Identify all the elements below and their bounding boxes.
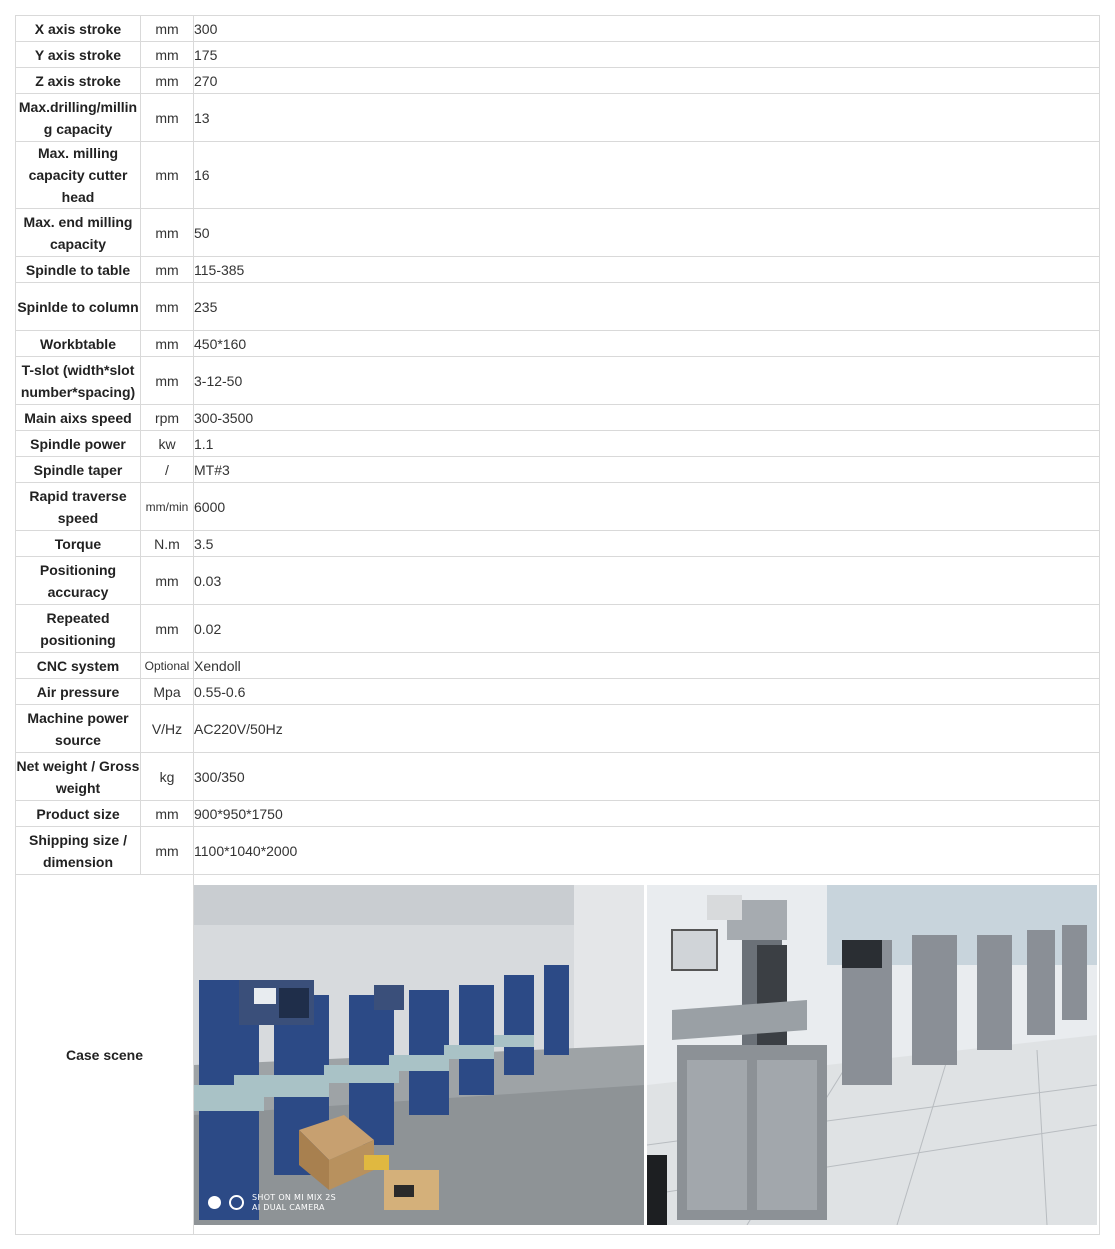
spec-unit: V/Hz	[141, 705, 194, 753]
spec-row	[16, 209, 1100, 257]
spec-row	[16, 68, 1100, 94]
watermark-dot-icon	[208, 1196, 221, 1209]
spec-name: Product size	[16, 801, 141, 827]
spec-unit: Optional	[141, 653, 194, 679]
spec-value: 1100*1040*2000	[194, 827, 1100, 875]
spec-value: 235	[194, 283, 1100, 331]
workshop-illustration	[194, 885, 644, 1225]
spec-row	[16, 257, 1100, 283]
spec-value: 1.1	[194, 431, 1100, 457]
spec-value: 0.02	[194, 605, 1100, 653]
spec-name: Rapid traverse speed	[16, 483, 141, 531]
spec-name: CNC system	[16, 653, 141, 679]
spec-unit: kw	[141, 431, 194, 457]
spec-unit: mm	[141, 557, 194, 605]
case-scene-photos	[194, 875, 1100, 1235]
spec-row	[16, 283, 1100, 331]
case-scene-label: Case scene	[16, 875, 194, 1235]
spec-unit: mm	[141, 16, 194, 42]
spec-name: Machine power source	[16, 705, 141, 753]
spec-row	[16, 705, 1100, 753]
spec-unit: N.m	[141, 531, 194, 557]
spec-row	[16, 331, 1100, 357]
classroom-illustration	[647, 885, 1097, 1225]
spec-value: 300	[194, 16, 1100, 42]
spec-unit: mm	[141, 283, 194, 331]
spec-value: AC220V/50Hz	[194, 705, 1100, 753]
spec-name: X axis stroke	[16, 16, 141, 42]
spec-unit: mm	[141, 331, 194, 357]
spec-name: Air pressure	[16, 679, 141, 705]
spec-value: 175	[194, 42, 1100, 68]
spec-unit: mm	[141, 42, 194, 68]
spec-row	[16, 531, 1100, 557]
spec-unit: mm	[141, 142, 194, 209]
spec-value: 300-3500	[194, 405, 1100, 431]
spec-row	[16, 16, 1100, 42]
spec-value: 16	[194, 142, 1100, 209]
spec-unit: mm/min	[141, 483, 194, 531]
spec-name: Y axis stroke	[16, 42, 141, 68]
spec-value: 0.55-0.6	[194, 679, 1100, 705]
spec-row	[16, 431, 1100, 457]
spec-value: 6000	[194, 483, 1100, 531]
spec-row	[16, 457, 1100, 483]
spec-unit: mm	[141, 827, 194, 875]
watermark-line-1: SHOT ON MI MIX 2S	[252, 1192, 337, 1202]
spec-unit: mm	[141, 801, 194, 827]
spec-row	[16, 827, 1100, 875]
spec-value: 115-385	[194, 257, 1100, 283]
spec-unit: mm	[141, 209, 194, 257]
spec-row	[16, 142, 1100, 209]
case-photo-workshop	[194, 885, 644, 1225]
spec-value: 270	[194, 68, 1100, 94]
spec-unit: mm	[141, 357, 194, 405]
spec-unit: mm	[141, 257, 194, 283]
spec-unit: /	[141, 457, 194, 483]
spec-unit: mm	[141, 94, 194, 142]
spec-name: Spinlde to column	[16, 283, 141, 331]
spec-name: Workbtable	[16, 331, 141, 357]
spec-row	[16, 405, 1100, 431]
camera-watermark	[208, 1193, 336, 1213]
spec-value: 3.5	[194, 531, 1100, 557]
spec-name: Shipping size / dimension	[16, 827, 141, 875]
spec-row	[16, 753, 1100, 801]
spec-value: 300/350	[194, 753, 1100, 801]
spec-row	[16, 605, 1100, 653]
spec-unit: mm	[141, 68, 194, 94]
spec-value: MT#3	[194, 457, 1100, 483]
spec-row	[16, 483, 1100, 531]
spec-unit: Mpa	[141, 679, 194, 705]
spec-name: Max. milling capacity cutter head	[16, 142, 141, 209]
spec-name: Repeated positioning	[16, 605, 141, 653]
spec-value: 0.03	[194, 557, 1100, 605]
spec-unit: rpm	[141, 405, 194, 431]
spec-name: Torque	[16, 531, 141, 557]
spec-name: Spindle to table	[16, 257, 141, 283]
case-photo-classroom	[647, 885, 1097, 1225]
spec-row	[16, 357, 1100, 405]
spec-row	[16, 653, 1100, 679]
case-scene-row	[16, 875, 1100, 1235]
spec-value: 13	[194, 94, 1100, 142]
spec-name: Spindle power	[16, 431, 141, 457]
spec-row	[16, 557, 1100, 605]
spec-name: Positioning accuracy	[16, 557, 141, 605]
spec-name: Net weight / Gross weight	[16, 753, 141, 801]
spec-value: Xendoll	[194, 653, 1100, 679]
spec-name: Max.drilling/milling capacity	[16, 94, 141, 142]
spec-value: 450*160	[194, 331, 1100, 357]
spec-unit: kg	[141, 753, 194, 801]
spec-row	[16, 679, 1100, 705]
watermark-text	[252, 1193, 336, 1213]
spec-unit: mm	[141, 605, 194, 653]
spec-name: Main aixs speed	[16, 405, 141, 431]
spec-name: T-slot (width*slot number*spacing)	[16, 357, 141, 405]
spec-row	[16, 801, 1100, 827]
watermark-ring-icon	[229, 1195, 244, 1210]
spec-row	[16, 94, 1100, 142]
spec-value: 900*950*1750	[194, 801, 1100, 827]
spec-name: Spindle taper	[16, 457, 141, 483]
watermark-line-2: AI DUAL CAMERA	[252, 1202, 325, 1212]
spec-name: Z axis stroke	[16, 68, 141, 94]
spec-value: 50	[194, 209, 1100, 257]
spec-table	[15, 15, 1100, 1235]
spec-name: Max. end milling capacity	[16, 209, 141, 257]
spec-value: 3-12-50	[194, 357, 1100, 405]
spec-row	[16, 42, 1100, 68]
